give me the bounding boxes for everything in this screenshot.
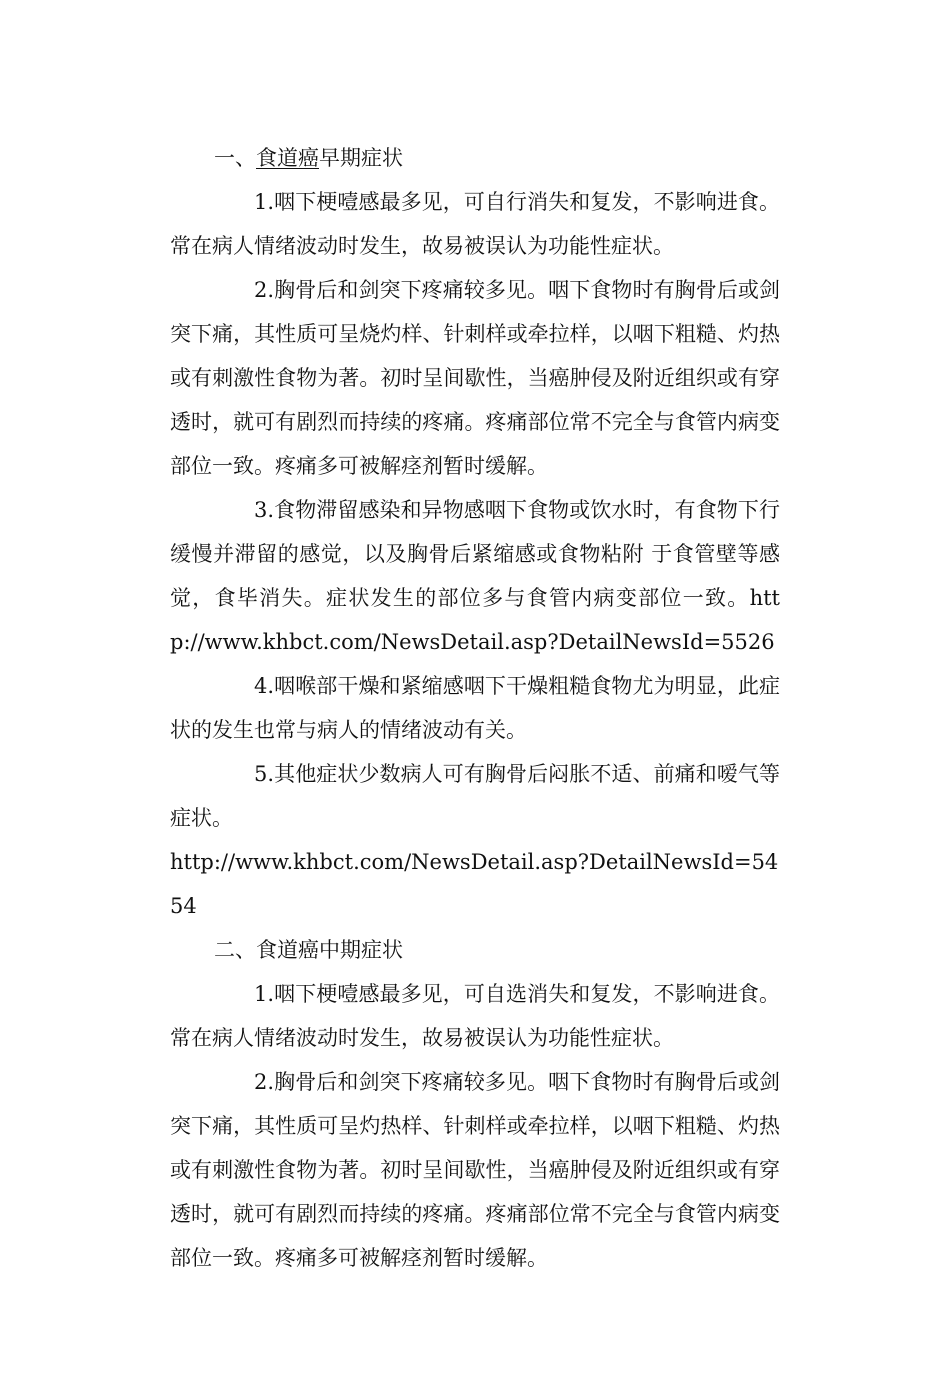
paragraph-early-2: 2.胸骨后和剑突下疼痛较多见。咽下食物时有胸骨后或剑突下痛，其性质可呈烧灼样、针刺样或牵拉样，以咽下粗糙、灼热或有刺激性食物为著。初时呈间歇性，当癌肿侵及附近组织或有穿透时，就可有剧烈而持续的疼痛。疼痛部位常不完全与食管内病变部位一致。疼痛多可被解痉剂暂时缓解。 [170, 278, 780, 478]
heading-suffix: 早期症状 [319, 146, 403, 170]
esophageal-cancer-link[interactable]: 食道癌 [256, 146, 319, 170]
paragraph-middle-2: 2.胸骨后和剑突下疼痛较多见。咽下食物时有胸骨后或剑突下痛，其性质可呈灼热样、针刺样或牵拉样，以咽下粗糙、灼热或有刺激性食物为著。初时呈间歇性，当癌肿侵及附近组织或有穿透时，就可有剧烈而持续的疼痛。疼痛部位常不完全与食管内病变部位一致。疼痛多可被解痉剂暂时缓解。 [170, 1070, 780, 1270]
paragraph-early-4: 4.咽喉部干燥和紧缩感咽下干燥粗糙食物尤为明显，此症状的发生也常与病人的情绪波动有关。 [170, 674, 780, 742]
paragraph-early-5: 5.其他症状少数病人可有胸骨后闷胀不适、前痛和嗳气等症状。 [170, 762, 780, 830]
paragraph-early-3: 3.食物滞留感染和异物感咽下食物或饮水时，有食物下行缓慢并滞留的感觉，以及胸骨后紧缩感或食物粘附 于食管壁等感觉，食毕消失。症状发生的部位多与食管内病变部位一致。http://www.khbct.com/NewsDetail.asp?DetailNewsId=5526 [170, 498, 780, 654]
paragraph-middle-1: 1.咽下梗噎感最多见，可自选消失和复发，不影响进食。常在病人情绪波动时发生，故易被误认为功能性症状。 [170, 982, 780, 1050]
paragraph-early-1: 1.咽下梗噎感最多见，可自行消失和复发，不影响进食。常在病人情绪波动时发生，故易被误认为功能性症状。 [170, 190, 780, 258]
section-heading-middle-symptoms: 二、食道癌中期症状 [214, 938, 403, 962]
section-heading-early-symptoms [170, 136, 780, 180]
document-body [170, 136, 780, 1280]
heading-prefix: 一、 [214, 146, 256, 170]
url-text: http://www.khbct.com/NewsDetail.asp?DetailNewsId=5454 [170, 850, 779, 918]
